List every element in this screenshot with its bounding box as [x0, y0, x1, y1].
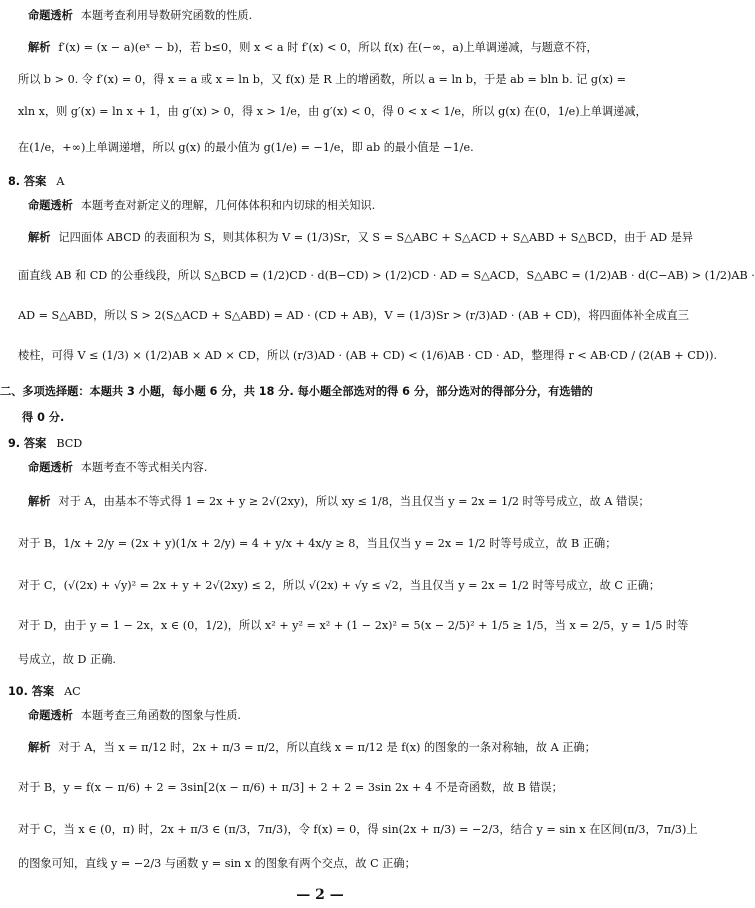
solution-label: 解析 [28, 231, 51, 244]
item10-solution-line-3: 对于 C，当 x ∈ (0，π) 时，2x + π/3 ∈ (π/3，7π/3)，令 f(x) = 0，得 sin(2x + π/3) = −2/3，结合 y = sin x 在区间(π/3，7π/3)上 [18, 823, 698, 836]
item8-solution-line-3: AD = S△ABD，所以 S > 2(S△ACD + S△ABD) = AD · (CD + AB)，V = (1/3)Sr > (r/3)AD · (AB + CD)，将四面体补全成直三 [18, 309, 689, 322]
item9-solution-line-2: 对于 B，1/x + 2/y = (2x + y)(1/x + 2/y) = 4 + y/x + 4x/y ≥ 8，当且仅当 y = 2x = 1/2 时等号成立，故 B 正确； [18, 537, 617, 550]
item7-analysis [0, 8, 640, 23]
item7-solution-line-3: xln x，则 g′(x) = ln x + 1，由 g′(x) > 0，得 x > 1/e，由 g′(x) < 0，得 0 < x < 1/e，所以 g(x) 在(0，1/e)上单调递减， [18, 105, 647, 118]
solution-text: f′(x) = (x − a)(eˣ − b)，若 b≤0，则 x < a 时 f′(x) < 0，所以 f(x) 在(−∞，a)上单调递减，与题意不符， [58, 41, 598, 54]
item10-solution-line-4: 的图象可知，直线 y = −2/3 与函数 y = sin x 的图象有两个交点，故 C 正确； [18, 857, 416, 870]
item9-solution-line-3: 对于 C，(√(2x) + √y)² = 2x + y + 2√(2xy) ≤ 2，所以 √(2x) + √y ≤ √2，当且仅当 y = 2x = 1/2 时等号成立，故 C 正确； [18, 579, 661, 592]
answer-value: BCD [56, 437, 83, 450]
item10-answer [0, 684, 640, 699]
answer-value: A [56, 175, 65, 188]
item8-analysis [0, 198, 640, 213]
item8-solution-line-4: 棱柱，可得 V ≤ (1/3) × (1/2)AB × AD × CD，所以 (r/3)AD · (AB + CD) < (1/6)AB · CD · AD，整理得 r < AB·CD / (2(AB + CD)). [18, 349, 718, 362]
item10-analysis [0, 708, 640, 723]
analysis-text: 本题考查三角函数的图象与性质. [80, 709, 241, 722]
analysis-text: 本题考查不等式相关内容. [80, 461, 208, 474]
analysis-text: 本题考查利用导数研究函数的性质. [80, 9, 253, 22]
item8-solution-line-2: 面直线 AB 和 CD 的公垂线段，所以 S△BCD = (1/2)CD · d(B−CD) > (1/2)CD · AD = S△ACD，S△ABC = (1/2)AB · d(C−AB) > (1/2)AB · [18, 269, 755, 282]
analysis-label: 命题透析 [28, 461, 73, 474]
solution-label: 解析 [28, 41, 51, 54]
solution-label: 解析 [28, 741, 51, 754]
answer-heading: 10. 答案 [8, 685, 55, 698]
item7-solution-line-1 [0, 40, 640, 55]
item9-analysis [0, 460, 640, 475]
item9-solution-line-5: 号成立，故 D 正确. [18, 653, 116, 666]
solution-text: 记四面体 ABCD 的表面积为 S，则其体积为 V = (1/3)Sr，又 S = S△ABC + S△ACD + S△ABD + S△BCD，由于 AD 是异 [58, 231, 694, 244]
item8-answer [0, 174, 640, 189]
solution-text: 对于 A，当 x = π/12 时，2x + π/3 = π/2，所以直线 x = π/12 是 f(x) 的图象的一条对称轴，故 A 正确； [58, 741, 596, 754]
item10-solution-line-1 [0, 740, 640, 755]
item7-solution-line-4: 在(1/e，+∞)上单调递增，所以 g(x) 的最小值为 g(1/e) = −1/e，即 ab 的最小值是 −1/e. [18, 141, 474, 154]
answer-value: AC [64, 685, 81, 698]
analysis-label: 命题透析 [28, 199, 73, 212]
solution-label: 解析 [28, 495, 51, 508]
item9-solution-line-1 [0, 494, 650, 509]
item10-solution-line-2: 对于 B，y = f(x − π/6) + 2 = 3sin[2(x − π/6) + π/3] + 2 + 2 = 3sin 2x + 4 不是奇函数，故 B 错误； [18, 781, 563, 794]
page-number: — 2 — [296, 887, 344, 903]
answer-heading: 9. 答案 [8, 437, 47, 450]
analysis-text: 本题考查对新定义的理解，几何体体积和内切球的相关知识. [80, 199, 376, 212]
item9-answer [0, 436, 640, 451]
analysis-label: 命题透析 [28, 709, 73, 722]
solution-text: 对于 A，由基本不等式得 1 = 2x + y ≥ 2√(2xy)，所以 xy ≤ 1/8，当且仅当 y = 2x = 1/2 时等号成立，故 A 错误； [58, 495, 650, 508]
item7-solution-line-2: 所以 b > 0. 令 f′(x) = 0，得 x = a 或 x = ln b，又 f(x) 是 R 上的增函数，所以 a = ln b，于是 ab = bln b. 记 g(x) = [18, 73, 627, 86]
answer-heading: 8. 答案 [8, 175, 47, 188]
item9-solution-line-4: 对于 D，由于 y = 1 − 2x，x ∈ (0，1/2)，所以 x² + y² = x² + (1 − 2x)² = 5(x − 2/5)² + 1/5 ≥ 1/5，当 x = 2/5，y = 1/5 时等 [18, 619, 689, 632]
section-title-line-1: 二、多项选择题：本题共 3 小题，每小题 6 分，共 18 分. 每小题全部选对的得 6 分，部分选对的得部分分，有选错的 [0, 385, 593, 398]
analysis-label: 命题透析 [28, 9, 73, 22]
item8-solution-line-1 [0, 230, 694, 245]
section-title-line-2: 得 0 分. [22, 411, 65, 424]
